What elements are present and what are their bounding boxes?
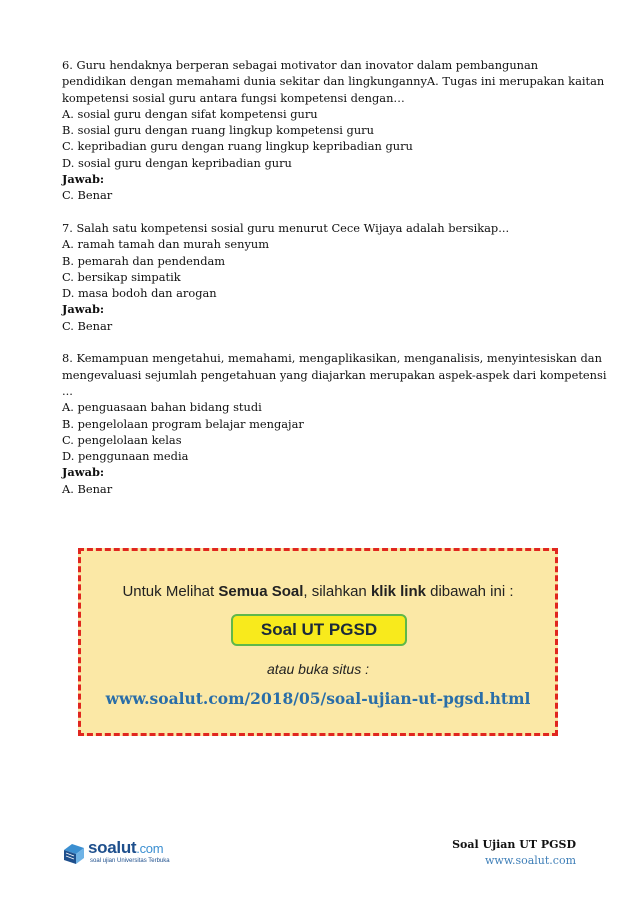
answer-value: C. Benar bbox=[62, 188, 113, 203]
question-text: 8. Kemampuan mengetahui, memahami, mengaplikasikan, menganalisis, menyintesiskan dan bbox=[62, 351, 602, 366]
promo-box bbox=[78, 548, 558, 736]
answer-label: Jawab: bbox=[62, 302, 105, 317]
question-text: 6. Guru hendaknya berperan sebagai motivator dan inovator dalam pembangunan bbox=[62, 58, 539, 72]
soalut-logo bbox=[62, 838, 192, 868]
answer-value: C. Benar bbox=[62, 318, 113, 333]
option-c: C. pengelolaan kelas bbox=[62, 432, 182, 447]
soal-ut-pgsd-button[interactable]: Soal UT PGSD bbox=[231, 614, 407, 646]
option-b: B. pemarah dan pendendam bbox=[62, 253, 226, 268]
option-d: D. penggunaan media bbox=[62, 449, 189, 464]
option-d: D. sosial guru dengan kepribadian guru bbox=[62, 155, 292, 170]
option-d: D. masa bodoh dan arogan bbox=[62, 286, 217, 301]
question-text: 7. Salah satu kompetensi sosial guru menurut Cece Wijaya adalah bersikap... bbox=[62, 220, 510, 235]
logo-tagline: soal ujian Universitas Terbuka bbox=[90, 858, 170, 864]
page-footer bbox=[452, 837, 576, 869]
option-a: A. penguasaan bahan bidang studi bbox=[62, 400, 262, 415]
footer-url-link[interactable]: www.soalut.com bbox=[485, 854, 576, 867]
promo-suffix: dibawah ini : bbox=[425, 583, 514, 600]
promo-instruction bbox=[81, 583, 555, 600]
option-b: B. sosial guru dengan ruang lingkup kompetensi guru bbox=[62, 123, 374, 138]
option-c: C. kepribadian guru dengan ruang lingkup kepribadian guru bbox=[62, 139, 413, 154]
option-c: C. bersikap simpatik bbox=[62, 269, 181, 284]
question-text: ... bbox=[62, 383, 73, 398]
answer-label: Jawab: bbox=[62, 465, 105, 480]
spacer bbox=[62, 334, 582, 350]
promo-middle: , silahkan bbox=[303, 583, 371, 600]
answer-value: A. Benar bbox=[62, 481, 113, 496]
answer-label: Jawab: bbox=[62, 172, 105, 187]
question-6 bbox=[62, 57, 605, 204]
promo-emphasis-click-link: klik link bbox=[370, 583, 426, 600]
promo-url-link[interactable]: www.soalut.com/2018/05/soal-ujian-ut-pgsd.html bbox=[105, 689, 531, 708]
option-a: A. ramah tamah dan murah senyum bbox=[62, 237, 270, 252]
promo-prefix: Untuk Melihat bbox=[122, 583, 219, 600]
question-8 bbox=[62, 350, 607, 497]
spacer bbox=[62, 204, 582, 220]
footer-title: Soal Ujian UT PGSD bbox=[452, 838, 576, 851]
option-b: B. pengelolaan program belajar mengajar bbox=[62, 416, 304, 431]
option-a: A. sosial guru dengan sifat kompetensi guru bbox=[62, 106, 318, 121]
promo-alt-text: atau buka situs : bbox=[267, 661, 369, 677]
question-text: pendidikan dengan memahami dunia sekitar dan lingkungannyA. Tugas ini merupakan kaitan bbox=[62, 74, 605, 89]
logo-wordmark bbox=[88, 838, 163, 858]
promo-emphasis-all-questions: Semua Soal bbox=[218, 583, 304, 600]
books-icon bbox=[62, 838, 86, 866]
logo-suffix: .com bbox=[136, 841, 164, 856]
question-text: kompetensi sosial guru antara fungsi kompetensi dengan… bbox=[62, 90, 405, 105]
logo-main: soalut bbox=[88, 838, 137, 857]
question-7 bbox=[62, 220, 582, 334]
question-list bbox=[62, 57, 607, 497]
question-text: mengevaluasi sejumlah pengetahuan yang diajarkan merupakan aspek-aspek dari kompetensi bbox=[62, 367, 607, 382]
